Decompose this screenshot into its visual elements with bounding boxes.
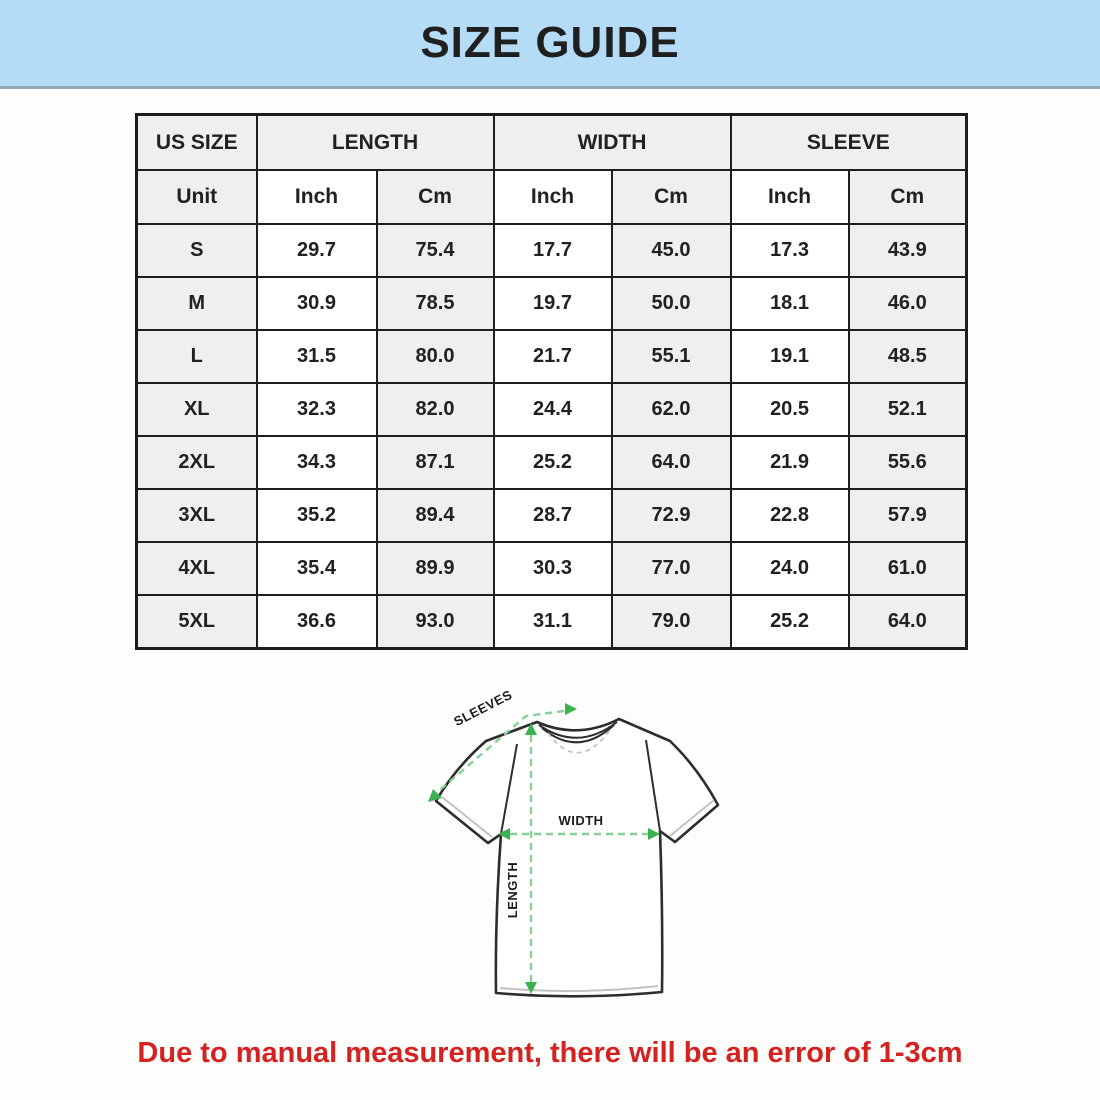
value-cell: 87.1 — [377, 436, 494, 489]
value-cell: 31.1 — [494, 595, 612, 649]
length-label: LENGTH — [505, 861, 520, 919]
value-cell: 55.1 — [612, 330, 731, 383]
value-cell: 64.0 — [612, 436, 731, 489]
value-cell: 30.3 — [494, 542, 612, 595]
value-cell: 78.5 — [377, 277, 494, 330]
size-cell: 4XL — [137, 542, 257, 595]
size-table-container — [135, 113, 965, 650]
value-cell: 30.9 — [257, 277, 377, 330]
value-cell: 80.0 — [377, 330, 494, 383]
size-cell: S — [137, 224, 257, 277]
unit-label-cell: Unit — [137, 170, 257, 224]
tshirt-diagram — [398, 678, 778, 1023]
value-cell: 89.9 — [377, 542, 494, 595]
value-cell: 24.4 — [494, 383, 612, 436]
value-cell: 32.3 — [257, 383, 377, 436]
unit-cell-cm: Cm — [377, 170, 494, 224]
value-cell: 79.0 — [612, 595, 731, 649]
table-row — [137, 595, 967, 649]
header-us-size: US SIZE — [137, 115, 257, 171]
value-cell: 21.9 — [731, 436, 849, 489]
value-cell: 61.0 — [849, 542, 967, 595]
value-cell: 82.0 — [377, 383, 494, 436]
size-cell: 2XL — [137, 436, 257, 489]
table-row — [137, 436, 967, 489]
value-cell: 43.9 — [849, 224, 967, 277]
value-cell: 19.7 — [494, 277, 612, 330]
value-cell: 50.0 — [612, 277, 731, 330]
value-cell: 18.1 — [731, 277, 849, 330]
table-group-header-row — [137, 115, 967, 171]
size-cell: L — [137, 330, 257, 383]
size-table — [135, 113, 968, 650]
size-table-body — [137, 224, 967, 649]
unit-cell-inch: Inch — [494, 170, 612, 224]
table-unit-row — [137, 170, 967, 224]
table-row — [137, 330, 967, 383]
value-cell: 75.4 — [377, 224, 494, 277]
value-cell: 62.0 — [612, 383, 731, 436]
size-guide-banner — [0, 0, 1100, 89]
table-row — [137, 224, 967, 277]
value-cell: 25.2 — [731, 595, 849, 649]
size-cell: 3XL — [137, 489, 257, 542]
table-row — [137, 277, 967, 330]
value-cell: 24.0 — [731, 542, 849, 595]
value-cell: 29.7 — [257, 224, 377, 277]
value-cell: 57.9 — [849, 489, 967, 542]
value-cell: 35.4 — [257, 542, 377, 595]
value-cell: 19.1 — [731, 330, 849, 383]
header-length: LENGTH — [257, 115, 494, 171]
tshirt-diagram-svg — [398, 678, 778, 1018]
value-cell: 36.6 — [257, 595, 377, 649]
value-cell: 21.7 — [494, 330, 612, 383]
value-cell: 64.0 — [849, 595, 967, 649]
sleeves-label: SLEEVES — [451, 686, 515, 730]
value-cell: 31.5 — [257, 330, 377, 383]
value-cell: 28.7 — [494, 489, 612, 542]
page-title: SIZE GUIDE — [420, 18, 680, 67]
value-cell: 46.0 — [849, 277, 967, 330]
value-cell: 55.6 — [849, 436, 967, 489]
size-cell: XL — [137, 383, 257, 436]
width-label: WIDTH — [558, 813, 604, 828]
table-row — [137, 489, 967, 542]
value-cell: 17.7 — [494, 224, 612, 277]
sleeves-arrow-right-icon — [565, 703, 577, 715]
tshirt-outline — [436, 719, 718, 996]
value-cell: 17.3 — [731, 224, 849, 277]
table-row — [137, 542, 967, 595]
value-cell: 48.5 — [849, 330, 967, 383]
value-cell: 52.1 — [849, 383, 967, 436]
unit-cell-cm: Cm — [612, 170, 731, 224]
unit-cell-inch: Inch — [731, 170, 849, 224]
unit-cell-cm: Cm — [849, 170, 967, 224]
unit-cell-inch: Inch — [257, 170, 377, 224]
value-cell: 45.0 — [612, 224, 731, 277]
value-cell: 25.2 — [494, 436, 612, 489]
measurement-error-note: Due to manual measurement, there will be an error of 1-3cm — [137, 1037, 963, 1069]
header-width: WIDTH — [494, 115, 731, 171]
table-row — [137, 383, 967, 436]
value-cell: 22.8 — [731, 489, 849, 542]
value-cell: 77.0 — [612, 542, 731, 595]
value-cell: 72.9 — [612, 489, 731, 542]
value-cell: 20.5 — [731, 383, 849, 436]
value-cell: 34.3 — [257, 436, 377, 489]
value-cell: 35.2 — [257, 489, 377, 542]
size-cell: M — [137, 277, 257, 330]
header-sleeve: SLEEVE — [731, 115, 967, 171]
size-cell: 5XL — [137, 595, 257, 649]
value-cell: 93.0 — [377, 595, 494, 649]
value-cell: 89.4 — [377, 489, 494, 542]
